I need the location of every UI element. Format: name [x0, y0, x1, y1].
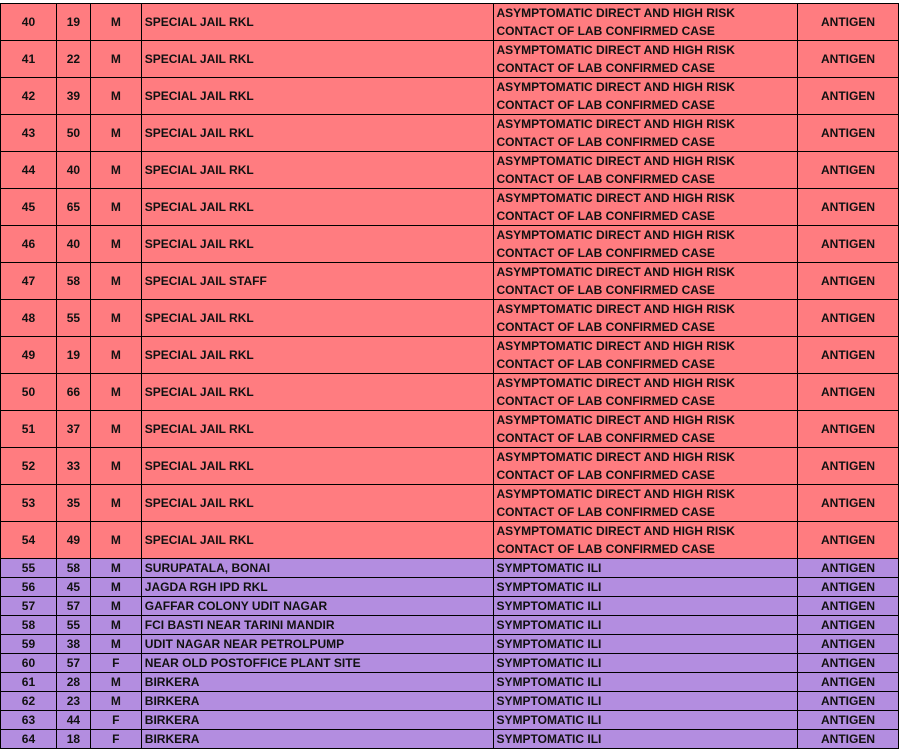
table-row[interactable] [1, 522, 899, 559]
address-cell[interactable]: SPECIAL JAIL RKL [141, 226, 494, 263]
table-row[interactable] [1, 152, 899, 189]
age-cell[interactable]: 19 [56, 4, 90, 41]
category-cell[interactable]: SYMPTOMATIC ILI [494, 692, 798, 711]
test-type-cell[interactable]: ANTIGEN [798, 635, 899, 654]
category-cell[interactable]: ASYMPTOMATIC DIRECT AND HIGH RISK CONTACT OF LAB CONFIRMED CASE [494, 485, 798, 522]
serial-number-cell[interactable]: 52 [1, 448, 57, 485]
category-cell[interactable]: ASYMPTOMATIC DIRECT AND HIGH RISK CONTACT OF LAB CONFIRMED CASE [494, 115, 798, 152]
table-row[interactable] [1, 411, 899, 448]
test-type-cell[interactable]: ANTIGEN [798, 673, 899, 692]
serial-number-cell[interactable]: 42 [1, 78, 57, 115]
table-row[interactable] [1, 597, 899, 616]
sex-cell[interactable]: M [90, 559, 141, 578]
category-cell[interactable]: ASYMPTOMATIC DIRECT AND HIGH RISK CONTACT OF LAB CONFIRMED CASE [494, 226, 798, 263]
data-table [0, 3, 899, 749]
serial-number-cell[interactable]: 57 [1, 597, 57, 616]
serial-number-cell[interactable]: 43 [1, 115, 57, 152]
category-cell[interactable]: ASYMPTOMATIC DIRECT AND HIGH RISK CONTACT OF LAB CONFIRMED CASE [494, 337, 798, 374]
category-cell[interactable]: SYMPTOMATIC ILI [494, 559, 798, 578]
age-cell[interactable]: 50 [56, 115, 90, 152]
test-type-cell[interactable]: ANTIGEN [798, 448, 899, 485]
address-cell[interactable]: SPECIAL JAIL RKL [141, 115, 494, 152]
table-row[interactable] [1, 559, 899, 578]
address-cell[interactable]: SURUPATALA, BONAI [141, 559, 494, 578]
address-cell[interactable]: SPECIAL JAIL RKL [141, 78, 494, 115]
serial-number-cell[interactable]: 61 [1, 673, 57, 692]
age-cell[interactable]: 22 [56, 41, 90, 78]
category-cell[interactable]: SYMPTOMATIC ILI [494, 711, 798, 730]
age-cell[interactable]: 66 [56, 374, 90, 411]
sex-cell[interactable]: M [90, 597, 141, 616]
table-row[interactable] [1, 374, 899, 411]
test-type-cell[interactable]: ANTIGEN [798, 152, 899, 189]
serial-number-cell[interactable]: 46 [1, 226, 57, 263]
sex-cell[interactable]: M [90, 115, 141, 152]
sex-cell[interactable]: M [90, 41, 141, 78]
serial-number-cell[interactable]: 44 [1, 152, 57, 189]
serial-number-cell[interactable]: 60 [1, 654, 57, 673]
address-cell[interactable]: SPECIAL JAIL RKL [141, 485, 494, 522]
age-cell[interactable]: 45 [56, 578, 90, 597]
category-cell[interactable]: ASYMPTOMATIC DIRECT AND HIGH RISK CONTACT OF LAB CONFIRMED CASE [494, 41, 798, 78]
table-row[interactable] [1, 189, 899, 226]
table-row[interactable] [1, 337, 899, 374]
test-type-cell[interactable]: ANTIGEN [798, 300, 899, 337]
category-cell[interactable]: ASYMPTOMATIC DIRECT AND HIGH RISK CONTACT OF LAB CONFIRMED CASE [494, 152, 798, 189]
age-cell[interactable]: 44 [56, 711, 90, 730]
category-cell[interactable]: SYMPTOMATIC ILI [494, 635, 798, 654]
category-cell[interactable]: SYMPTOMATIC ILI [494, 673, 798, 692]
table-row[interactable] [1, 616, 899, 635]
table-row[interactable] [1, 115, 899, 152]
test-type-cell[interactable]: ANTIGEN [798, 730, 899, 749]
test-type-cell[interactable]: ANTIGEN [798, 115, 899, 152]
age-cell[interactable]: 55 [56, 616, 90, 635]
age-cell[interactable]: 19 [56, 337, 90, 374]
address-cell[interactable]: GAFFAR COLONY UDIT NAGAR [141, 597, 494, 616]
sex-cell[interactable]: M [90, 4, 141, 41]
sex-cell[interactable]: M [90, 78, 141, 115]
serial-number-cell[interactable]: 56 [1, 578, 57, 597]
address-cell[interactable]: SPECIAL JAIL RKL [141, 152, 494, 189]
sex-cell[interactable]: M [90, 411, 141, 448]
address-cell[interactable]: BIRKERA [141, 711, 494, 730]
sex-cell[interactable]: M [90, 578, 141, 597]
sex-cell[interactable]: M [90, 616, 141, 635]
test-type-cell[interactable]: ANTIGEN [798, 263, 899, 300]
address-cell[interactable]: SPECIAL JAIL RKL [141, 300, 494, 337]
test-type-cell[interactable]: ANTIGEN [798, 374, 899, 411]
category-cell[interactable]: SYMPTOMATIC ILI [494, 654, 798, 673]
address-cell[interactable]: SPECIAL JAIL RKL [141, 448, 494, 485]
test-type-cell[interactable]: ANTIGEN [798, 597, 899, 616]
address-cell[interactable]: SPECIAL JAIL RKL [141, 41, 494, 78]
age-cell[interactable]: 57 [56, 597, 90, 616]
test-type-cell[interactable]: ANTIGEN [798, 654, 899, 673]
test-type-cell[interactable]: ANTIGEN [798, 337, 899, 374]
sex-cell[interactable]: M [90, 300, 141, 337]
address-cell[interactable]: SPECIAL JAIL RKL [141, 4, 494, 41]
table-row[interactable] [1, 263, 899, 300]
sex-cell[interactable]: F [90, 711, 141, 730]
serial-number-cell[interactable]: 53 [1, 485, 57, 522]
category-cell[interactable]: SYMPTOMATIC ILI [494, 578, 798, 597]
serial-number-cell[interactable]: 59 [1, 635, 57, 654]
age-cell[interactable]: 23 [56, 692, 90, 711]
table-row[interactable] [1, 448, 899, 485]
test-type-cell[interactable]: ANTIGEN [798, 522, 899, 559]
serial-number-cell[interactable]: 40 [1, 4, 57, 41]
sex-cell[interactable]: M [90, 263, 141, 300]
age-cell[interactable]: 39 [56, 78, 90, 115]
age-cell[interactable]: 28 [56, 673, 90, 692]
test-type-cell[interactable]: ANTIGEN [798, 411, 899, 448]
serial-number-cell[interactable]: 55 [1, 559, 57, 578]
category-cell[interactable]: ASYMPTOMATIC DIRECT AND HIGH RISK CONTACT OF LAB CONFIRMED CASE [494, 4, 798, 41]
category-cell[interactable]: ASYMPTOMATIC DIRECT AND HIGH RISK CONTACT OF LAB CONFIRMED CASE [494, 522, 798, 559]
test-type-cell[interactable]: ANTIGEN [798, 226, 899, 263]
test-type-cell[interactable]: ANTIGEN [798, 78, 899, 115]
sex-cell[interactable]: M [90, 485, 141, 522]
serial-number-cell[interactable]: 58 [1, 616, 57, 635]
address-cell[interactable]: BIRKERA [141, 692, 494, 711]
category-cell[interactable]: SYMPTOMATIC ILI [494, 616, 798, 635]
sex-cell[interactable]: M [90, 692, 141, 711]
serial-number-cell[interactable]: 48 [1, 300, 57, 337]
sex-cell[interactable]: M [90, 226, 141, 263]
serial-number-cell[interactable]: 49 [1, 337, 57, 374]
category-cell[interactable]: SYMPTOMATIC ILI [494, 597, 798, 616]
address-cell[interactable]: BIRKERA [141, 730, 494, 749]
category-cell[interactable]: ASYMPTOMATIC DIRECT AND HIGH RISK CONTACT OF LAB CONFIRMED CASE [494, 448, 798, 485]
table-row[interactable] [1, 730, 899, 749]
category-cell[interactable]: ASYMPTOMATIC DIRECT AND HIGH RISK CONTACT OF LAB CONFIRMED CASE [494, 78, 798, 115]
sex-cell[interactable]: M [90, 522, 141, 559]
serial-number-cell[interactable]: 51 [1, 411, 57, 448]
sex-cell[interactable]: M [90, 189, 141, 226]
serial-number-cell[interactable]: 54 [1, 522, 57, 559]
table-row[interactable] [1, 711, 899, 730]
serial-number-cell[interactable]: 64 [1, 730, 57, 749]
test-type-cell[interactable]: ANTIGEN [798, 41, 899, 78]
serial-number-cell[interactable]: 50 [1, 374, 57, 411]
address-cell[interactable]: SPECIAL JAIL STAFF [141, 263, 494, 300]
test-type-cell[interactable]: ANTIGEN [798, 485, 899, 522]
age-cell[interactable]: 18 [56, 730, 90, 749]
address-cell[interactable]: SPECIAL JAIL RKL [141, 374, 494, 411]
sex-cell[interactable]: M [90, 448, 141, 485]
address-cell[interactable]: FCI BASTI NEAR TARINI MANDIR [141, 616, 494, 635]
test-type-cell[interactable]: ANTIGEN [798, 559, 899, 578]
sex-cell[interactable]: M [90, 337, 141, 374]
address-cell[interactable]: SPECIAL JAIL RKL [141, 411, 494, 448]
category-cell[interactable]: ASYMPTOMATIC DIRECT AND HIGH RISK CONTACT OF LAB CONFIRMED CASE [494, 263, 798, 300]
address-cell[interactable]: JAGDA RGH IPD RKL [141, 578, 494, 597]
table-row[interactable] [1, 635, 899, 654]
table-row[interactable] [1, 78, 899, 115]
age-cell[interactable]: 57 [56, 654, 90, 673]
sex-cell[interactable]: F [90, 654, 141, 673]
table-row[interactable] [1, 673, 899, 692]
sex-cell[interactable]: F [90, 730, 141, 749]
test-type-cell[interactable]: ANTIGEN [798, 4, 899, 41]
address-cell[interactable]: SPECIAL JAIL RKL [141, 337, 494, 374]
age-cell[interactable]: 38 [56, 635, 90, 654]
sex-cell[interactable]: M [90, 152, 141, 189]
category-cell[interactable]: ASYMPTOMATIC DIRECT AND HIGH RISK CONTACT OF LAB CONFIRMED CASE [494, 411, 798, 448]
serial-number-cell[interactable]: 45 [1, 189, 57, 226]
age-cell[interactable]: 40 [56, 226, 90, 263]
address-cell[interactable]: BIRKERA [141, 673, 494, 692]
sex-cell[interactable]: M [90, 635, 141, 654]
age-cell[interactable]: 35 [56, 485, 90, 522]
table-row[interactable] [1, 578, 899, 597]
table-row[interactable] [1, 692, 899, 711]
table-row[interactable] [1, 654, 899, 673]
age-cell[interactable]: 65 [56, 189, 90, 226]
serial-number-cell[interactable]: 47 [1, 263, 57, 300]
sex-cell[interactable]: M [90, 673, 141, 692]
test-type-cell[interactable]: ANTIGEN [798, 692, 899, 711]
age-cell[interactable]: 58 [56, 263, 90, 300]
category-cell[interactable]: ASYMPTOMATIC DIRECT AND HIGH RISK CONTACT OF LAB CONFIRMED CASE [494, 300, 798, 337]
serial-number-cell[interactable]: 62 [1, 692, 57, 711]
address-cell[interactable]: NEAR OLD POSTOFFICE PLANT SITE [141, 654, 494, 673]
table-row[interactable] [1, 41, 899, 78]
test-type-cell[interactable]: ANTIGEN [798, 189, 899, 226]
category-cell[interactable]: ASYMPTOMATIC DIRECT AND HIGH RISK CONTACT OF LAB CONFIRMED CASE [494, 189, 798, 226]
age-cell[interactable]: 55 [56, 300, 90, 337]
test-type-cell[interactable]: ANTIGEN [798, 616, 899, 635]
age-cell[interactable]: 58 [56, 559, 90, 578]
category-cell[interactable]: SYMPTOMATIC ILI [494, 730, 798, 749]
age-cell[interactable]: 33 [56, 448, 90, 485]
age-cell[interactable]: 37 [56, 411, 90, 448]
category-cell[interactable]: ASYMPTOMATIC DIRECT AND HIGH RISK CONTACT OF LAB CONFIRMED CASE [494, 374, 798, 411]
age-cell[interactable]: 49 [56, 522, 90, 559]
address-cell[interactable]: SPECIAL JAIL RKL [141, 522, 494, 559]
address-cell[interactable]: UDIT NAGAR NEAR PETROLPUMP [141, 635, 494, 654]
table-row[interactable] [1, 300, 899, 337]
sex-cell[interactable]: M [90, 374, 141, 411]
table-row[interactable] [1, 4, 899, 41]
test-type-cell[interactable]: ANTIGEN [798, 711, 899, 730]
table-row[interactable] [1, 226, 899, 263]
address-cell[interactable]: SPECIAL JAIL RKL [141, 189, 494, 226]
serial-number-cell[interactable]: 63 [1, 711, 57, 730]
table-body [1, 4, 899, 749]
table-row[interactable] [1, 485, 899, 522]
serial-number-cell[interactable]: 41 [1, 41, 57, 78]
test-type-cell[interactable]: ANTIGEN [798, 578, 899, 597]
age-cell[interactable]: 40 [56, 152, 90, 189]
